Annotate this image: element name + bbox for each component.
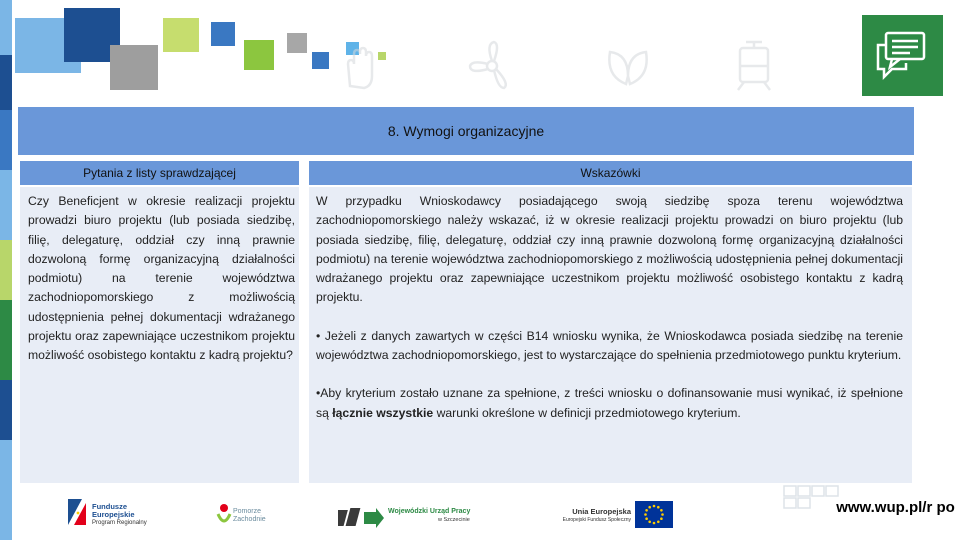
hint-paragraph: W przypadku Wnioskodawcy posiadającego swoją siedzibę spoza terenu województwa zachodniopomorskiego należy wskazać, iż w okresie realizacji projektu prowadzi on biuro projektu (lub posiada siedzibę, filię, delegaturę, oddział czy inną prawnie dozwoloną formę organizacyjną działalności podmiotu) na terenie województwa zachodniopomorskiego z możliwością udostępnienia pełnej dokumentacji wdrażanego projektu oraz zapewniające uczestnikom projektu możliwość osobistego kontaktu z kadrą projektu. bbox=[316, 194, 903, 305]
column-header-hints: Wskazówki bbox=[309, 161, 912, 185]
requirements-table bbox=[18, 157, 914, 486]
tram-watermark-icon bbox=[724, 36, 784, 96]
chat-bubbles-icon bbox=[862, 15, 943, 96]
logo-fe-line1: Fundusze bbox=[92, 502, 127, 511]
section-title: 8. Wymogi organizacyjne bbox=[387, 123, 545, 139]
wup-logo-icon bbox=[338, 502, 384, 528]
hint-paragraph: • Jeżeli z danych zawartych w części B14 wniosku wynika, że Wnioskodawca posiada siedzibę na terenie województwa zachodniopomorskiego, jest to wystarczające do spełnienia przedmiotowego punktu kryterium. bbox=[316, 328, 903, 363]
hint-paragraph bbox=[316, 384, 903, 423]
question-cell bbox=[20, 187, 299, 483]
hint-emphasis: łącznie wszystkie bbox=[332, 405, 434, 420]
logo-pomorze-line1: Pomorze bbox=[233, 508, 262, 515]
logo-wup-line1: Wojewódzki Urząd Pracy bbox=[388, 508, 471, 515]
hint-text: •Aby kryterium zostało uznane za spełnione, z treści wniosku o dofinansowanie musi wynikać, iż spełnione są bbox=[316, 386, 903, 420]
hint-text: warunki określone w definicji przedmiotowego kryterium. bbox=[433, 405, 741, 420]
logo-pomorze-line2: Zachodnie bbox=[233, 516, 266, 523]
leaves-watermark-icon bbox=[598, 36, 658, 96]
question-text: Czy Beneficjent w okresie realizacji projektu prowadzi biuro projektu (lub posiada siedzibę, filię, delegaturę, oddział czy inną prawnie dozwoloną formę organizacyjną działalności podmiotu) na terenie województwa zachodniopomorskiego z możliwością udostępnienia pełnej dokumentacji wdrażanego projektu oraz zapewniające uczestnikom projektu możliwość osobistego kontaktu z kadrą projektu? bbox=[28, 194, 295, 363]
section-header bbox=[18, 107, 914, 155]
propeller-watermark-icon bbox=[462, 36, 522, 96]
logo-wup-line2: w Szczecinie bbox=[438, 517, 470, 523]
column-header-questions: Pytania z listy sprawdzającej bbox=[20, 161, 299, 185]
chat-icon-box bbox=[862, 15, 943, 96]
side-color-stripe bbox=[0, 0, 12, 540]
eu-flag-icon bbox=[635, 501, 673, 528]
logo-ue-line1: Unia Europejska bbox=[572, 507, 631, 516]
grid-decoration bbox=[782, 484, 840, 512]
hand-watermark-icon bbox=[330, 36, 390, 96]
website-url[interactable]: www.wup.pl/r po bbox=[833, 498, 958, 538]
logo-ue-line2: Europejski Fundusz Społeczny bbox=[562, 517, 631, 523]
hints-cell bbox=[309, 187, 912, 483]
fundusze-europejskie-logo-icon bbox=[66, 495, 88, 531]
logo-fe-line3: Program Regionalny bbox=[92, 520, 147, 526]
pomorze-zachodnie-logo-icon bbox=[215, 502, 233, 528]
logo-fe-line2: Europejskie bbox=[92, 510, 135, 519]
